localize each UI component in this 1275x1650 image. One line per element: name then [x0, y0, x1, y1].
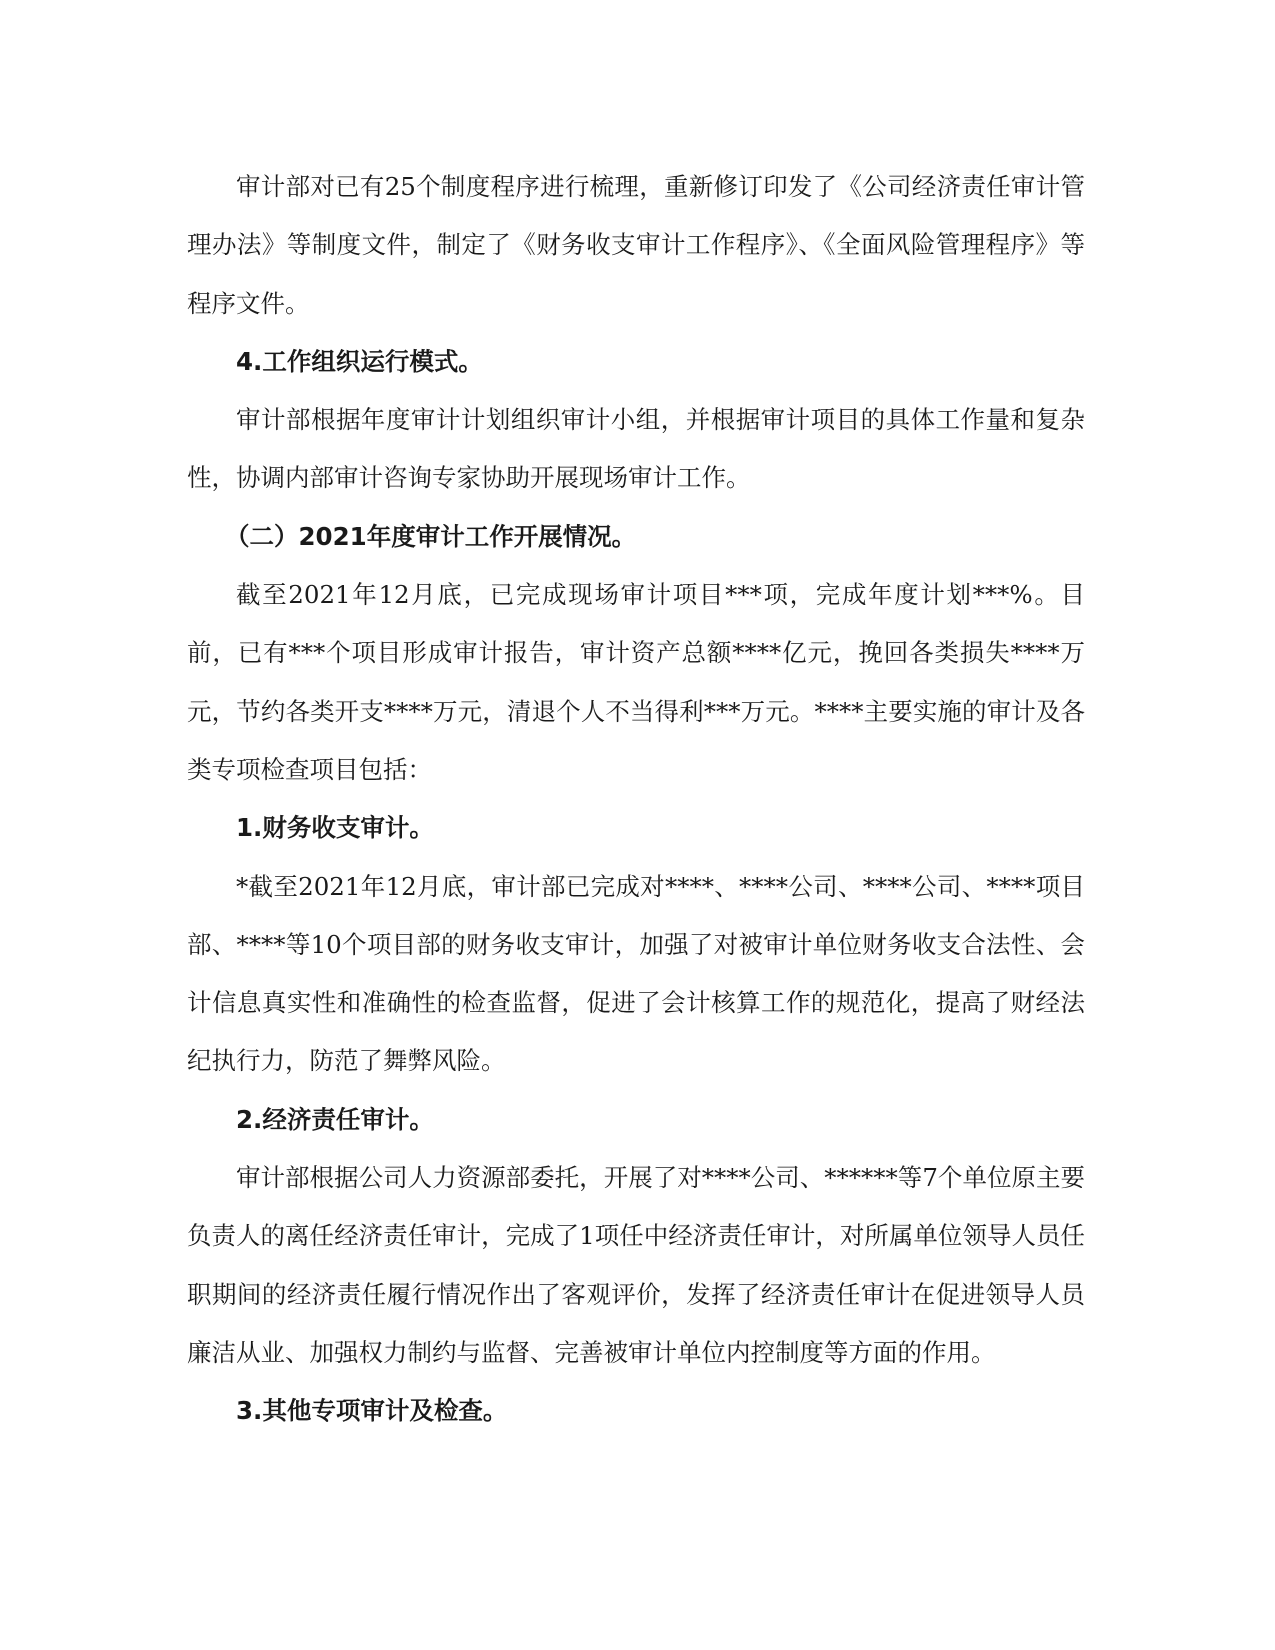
heading-economic-responsibility-audit: 2.经济责任审计。 — [236, 1104, 434, 1134]
heading-financial-audit: 1.财务收支审计。 — [236, 813, 434, 843]
paragraph-economic-responsibility-audit: 审计部根据公司人力资源部委托，开展了对****公司、******等7个单位原主要负责人的离任经济责任审计，完成了1项任中经济责任审计，对所属单位领导人员任职期间的经济责任履行情况作出了客观评价，发挥了经济责任审计在促进领导人员廉洁从业、加强权力制约与监督、完善被审计单位内控制度等方面的作用。 — [187, 1163, 1085, 1367]
document-body — [187, 158, 1085, 1441]
heading-2021-audit-work: （二）2021年度审计工作开展情况。 — [225, 521, 637, 551]
paragraph-work-organization: 审计部根据年度审计计划组织审计小组，并根据审计项目的具体工作量和复杂性，协调内部审计咨询专家协助开展现场审计工作。 — [187, 405, 1085, 493]
paragraph-2021-audit-summary: 截至2021年12月底，已完成现场审计项目***项，完成年度计划***%。目前，已有***个项目形成审计报告，审计资产总额****亿元，挽回各类损失****万元，节约各类开支****万元，清退个人不当得利***万元。****主要实施的审计及各类专项检查项目包括： — [187, 580, 1085, 784]
paragraph-system-review: 审计部对已有25个制度程序进行梳理，重新修订印发了《公司经济责任审计管理办法》等制度文件，制定了《财务收支审计工作程序》、《全面风险管理程序》等程序文件。 — [187, 172, 1085, 318]
heading-other-special-audits: 3.其他专项审计及检查。 — [236, 1396, 508, 1426]
heading-work-organization: 4.工作组织运行模式。 — [236, 346, 483, 376]
paragraph-financial-audit: *截至2021年12月底，审计部已完成对****、****公司、****公司、****项目部、****等10个项目部的财务收支审计，加强了对被审计单位财务收支合法性、会计信息真实性和准确性的检查监督，促进了会计核算工作的规范化，提高了财经法纪执行力，防范了舞弊风险。 — [187, 871, 1085, 1076]
